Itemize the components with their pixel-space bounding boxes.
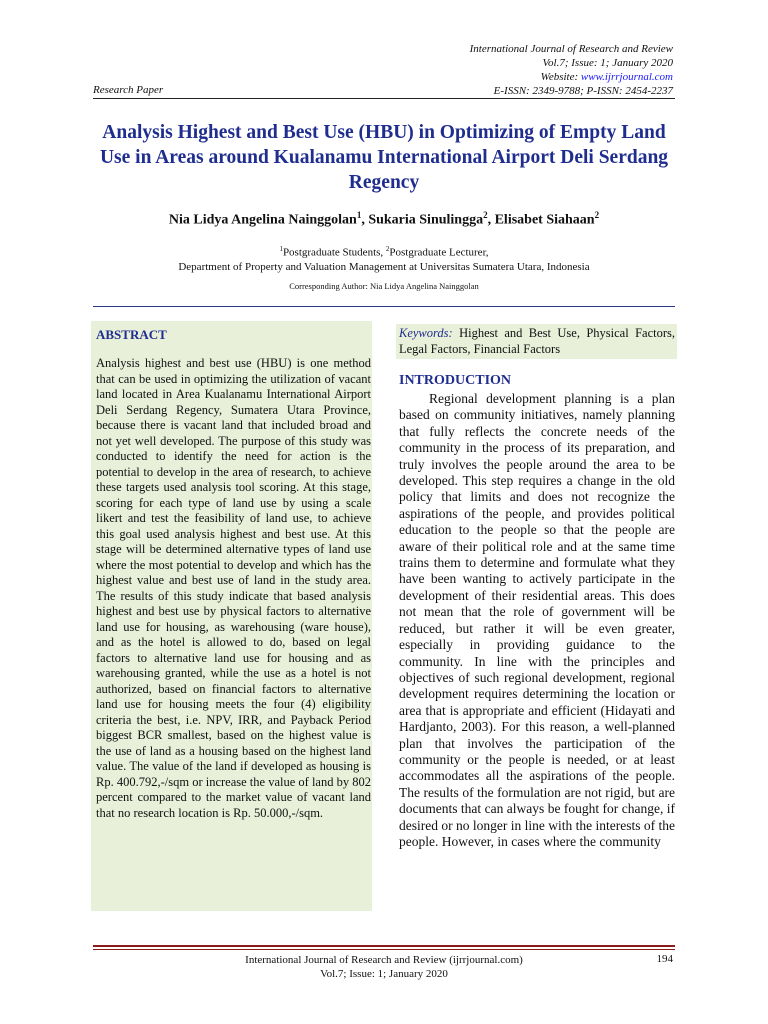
section-divider bbox=[93, 306, 675, 307]
affiliation-mark-2: 2 bbox=[385, 245, 390, 253]
author-2: Sukaria Sinulingga bbox=[368, 212, 484, 228]
author-3: Elisabet Siahaan bbox=[494, 212, 595, 228]
keywords bbox=[399, 325, 675, 357]
abstract-body: Analysis highest and best use (HBU) is one method that can be used in optimizing the utilization of vacant land located in Area Kualanamu International Airport Deli Serdang Regency, Sumatera Utara Province, because there is vacant land that included broad and not yet well developed. The purpose of this study was conducted to identify the need for action is the potential to develop in the area of research, to achieve these targets used analysis tool scoring. At this stage, scoring for each type of land use by using a scale likert and test the feasibility of land use, to achieve this goal used analysis highest and best use. At this stage will be determined alternative types of land use where the most potential to develop and which has the highest value and best use of land in the study area. The results of this study indicate that based analysis highest and best use by physical factors to alternative land use for housing, as warehousing (ware house), and as the hotel is allowed to do, based on legal factors to alternative land use for housing and as warehousing granted, while the use as a hotel is not authorized, based on financial factors to alternative land use for housing meets the four (4) eligibility criteria the best, i.e. NPV, IRR, and Payback Period biggest BCR smallest, based on the highest value is the use of land as a housing based on the highest land value. The value of the land if developed as housing is Rp. 400.792,-/sqm or increase the value of land by 802 percent compared to the market value of vacant land that no research location is Rp. 50.000,-/sqm. bbox=[96, 356, 371, 820]
journal-name: International Journal of Research and Review bbox=[469, 43, 673, 55]
header-divider bbox=[93, 98, 675, 99]
journal-issn: E-ISSN: 2349-9788; P-ISSN: 2454-2237 bbox=[493, 85, 673, 97]
journal-website bbox=[470, 70, 673, 84]
footer-divider-thin bbox=[93, 949, 675, 950]
affiliation-department: Department of Property and Valuation Management at Universitas Sumatera Utara, Indonesia bbox=[178, 260, 590, 273]
journal-header bbox=[470, 42, 673, 98]
journal-volume: Vol.7; Issue: 1; January 2020 bbox=[542, 57, 673, 69]
affiliation-role-1: Postgraduate Students, bbox=[282, 246, 386, 259]
author-list: Nia Lidya Angelina Nainggolan$^1$, Sukaria Sinulingga$^2$, Elisabet Siahaan$^2$ bbox=[168, 210, 600, 228]
footer bbox=[93, 953, 675, 981]
author-1-affiliation-mark: 1 bbox=[356, 210, 362, 220]
paper-title: Analysis Highest and Best Use (HBU) in Optimizing of Empty Land Use in Areas around Kualanamu International Airport Deli Serdang Regency bbox=[99, 122, 669, 193]
footer-journal: International Journal of Research and Review (ijrrjournal.com) bbox=[245, 954, 523, 966]
affiliation bbox=[93, 242, 675, 274]
paper-type: Research Paper bbox=[93, 84, 164, 96]
footer-volume: Vol.7; Issue: 1; January 2020 bbox=[320, 968, 448, 980]
author-1: Nia Lidya Angelina Nainggolan bbox=[168, 212, 357, 228]
footer-divider-thick bbox=[93, 945, 675, 947]
website-label: Website: bbox=[540, 71, 579, 83]
keywords-text: Highest and Best Use, Physical Factors, Legal Factors, Financial Factors bbox=[399, 326, 675, 356]
introduction-heading: INTRODUCTION bbox=[399, 373, 512, 388]
introduction-body: Regional development planning is a plan based on community initiatives, namely planning that fully reflects the concrete needs of the community in the process of its preparation, and truly involves the people around the area to be developed. This step requires a change in the old policy that limits and does not recognize the aspirations of the people, and provides political education to the people so that the people are aware of their political role and at the same time trains them to determine and formulate what they have been wanting to actively participate in the development of their residential areas. This does not mean that the role of government will be reduced, but rather it will be even greater, especially in providing guidance to the community. In line with the principles and objectives of such regional development, regional development requires determining the location or area that is appropriate and efficient (Hidayati and Hardjanto, 2003). For this reason, a well-planned plan that involves the participation of the community or the people is needed, or at least accommodates all the aspirations of the people. The results of the formulation are not rigid, but are documents that can always be fought for change, if desired or no longer in line with the interests of the people. However, in cases where the community bbox=[399, 391, 675, 849]
affiliation-roles bbox=[93, 242, 675, 260]
author-2-affiliation-mark: 2 bbox=[483, 210, 488, 220]
affiliation-mark-1: 1 bbox=[279, 245, 283, 253]
affiliation-role-2: Postgraduate Lecturer, bbox=[389, 246, 489, 259]
abstract-heading: ABSTRACT bbox=[96, 327, 167, 342]
author-3-affiliation-mark: 2 bbox=[594, 210, 600, 220]
page-number: 194 bbox=[656, 953, 673, 965]
keywords-label: Keywords: bbox=[399, 326, 453, 340]
website-link[interactable]: www.ijrrjournal.com bbox=[580, 71, 673, 83]
corresponding-author: Corresponding Author: Nia Lidya Angelina Nainggolan bbox=[289, 281, 479, 291]
